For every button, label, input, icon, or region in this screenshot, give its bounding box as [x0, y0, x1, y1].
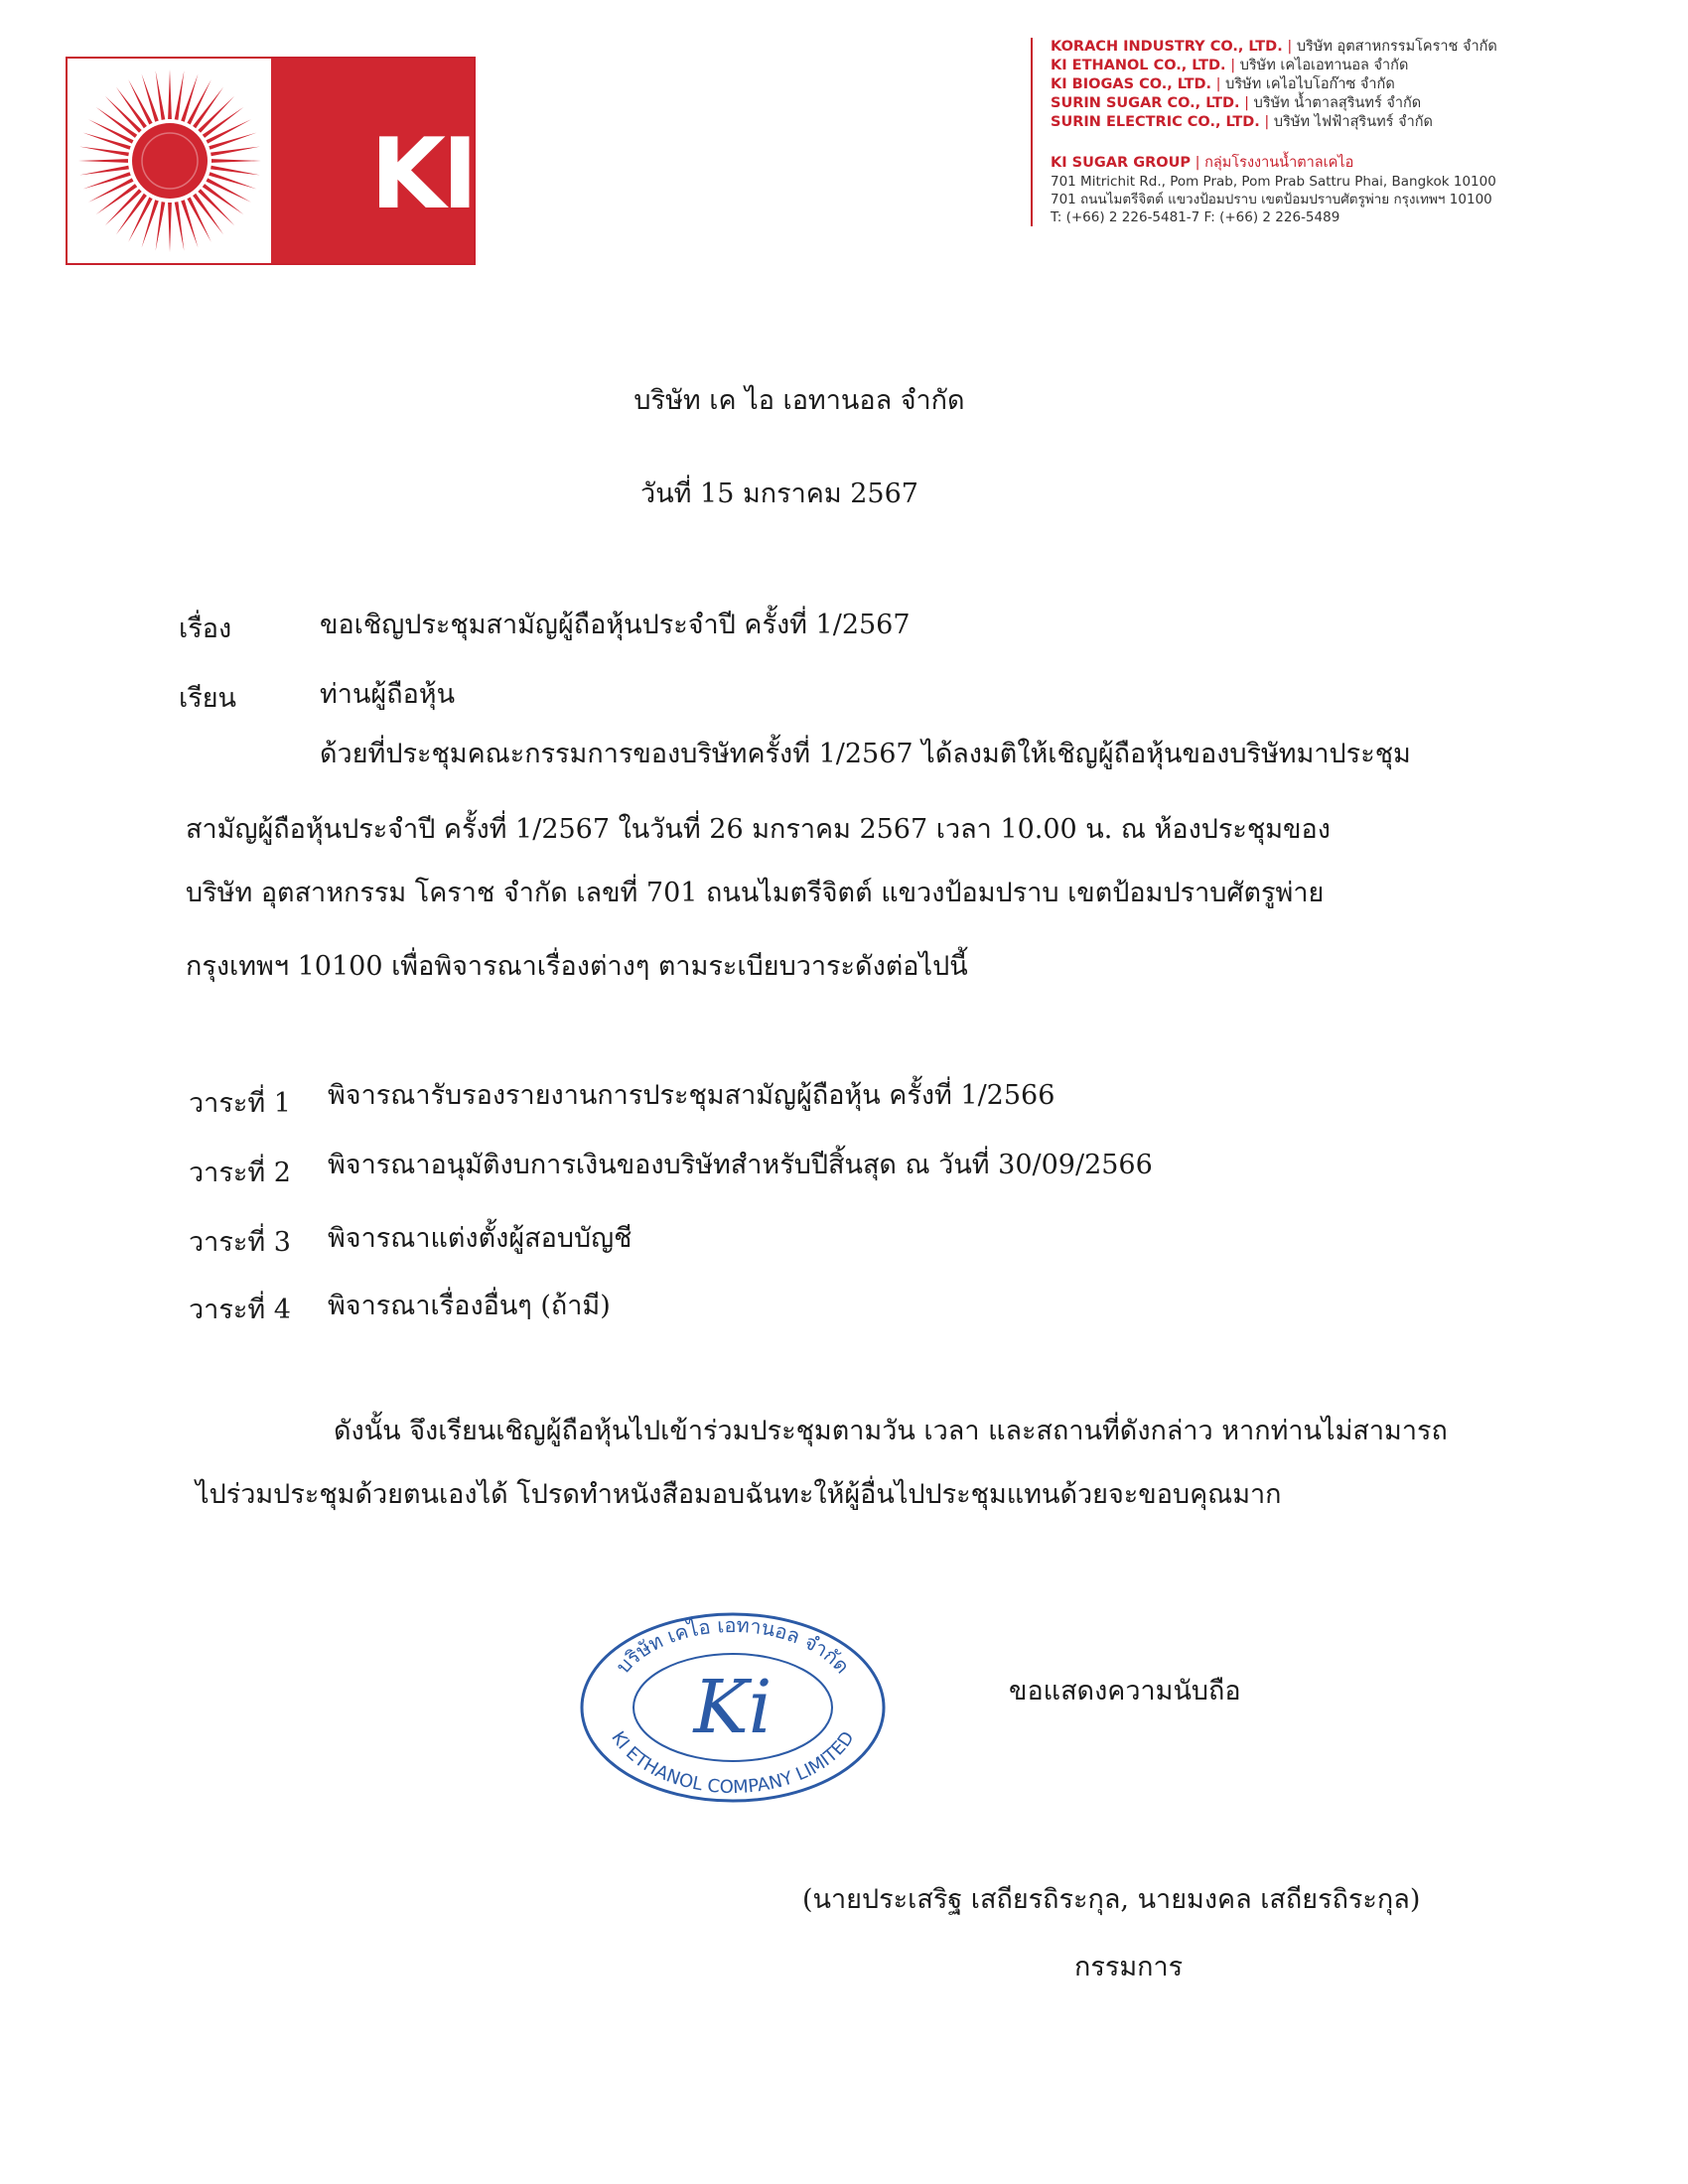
company-line: KI BIOGAS CO., LTD. | บริษัท เคไอไบโอก๊าซ จำกัด — [1051, 76, 1395, 92]
letter-date: วันที่ 15 มกราคม 2567 — [640, 478, 918, 509]
company-logo — [66, 57, 476, 300]
to-label: เรียน — [179, 683, 237, 714]
para1-line-3: บริษัท อุตสาหกรรม โคราช จำกัด เลขที่ 701 ถนนไมตรีจิตต์ แขวงป้อมปราบ เขตป้อมปราบศัตรูพ่าย — [186, 878, 1325, 908]
agenda-text-2: พิจารณาอนุมัติงบการเงินของบริษัทสำหรับปีสิ้นสุด ณ วันที่ 30/09/2566 — [328, 1150, 1153, 1180]
agenda-text-4: พิจารณาเรื่องอื่นๆ (ถ้ามี) — [328, 1291, 611, 1321]
letterhead-company-list — [1031, 38, 1686, 226]
company-line: SURIN SUGAR CO., LTD. | บริษัท น้ำตาลสุรินทร์ จำกัด — [1051, 95, 1422, 111]
agenda-label-1: วาระที่ 1 — [189, 1088, 291, 1119]
svg-text:บริษัท เคไอ เอทานอล จำกัด: บริษัท เคไอ เอทานอล จำกัด — [611, 1612, 855, 1679]
svg-text:KI ETHANOL COMPANY LIMITED: KI ETHANOL COMPANY LIMITED — [607, 1727, 859, 1799]
agenda-label-4: วาระที่ 4 — [189, 1295, 291, 1325]
para2-line-2: ไปร่วมประชุมด้วยตนเองได้ โปรดทำหนังสือมอบฉันทะให้ผู้อื่นไปประชุมแทนด้วยจะขอบคุณมาก — [196, 1479, 1282, 1510]
phone-fax: T: (+66) 2 226-5481-7 F: (+66) 2 226-5489 — [1051, 209, 1340, 225]
company-line: KORACH INDUSTRY CO., LTD. | บริษัท อุตสาหกรรมโคราช จำกัด — [1051, 39, 1497, 55]
logo-letters: KI — [370, 118, 475, 231]
company-line: KI ETHANOL CO., LTD. | บริษัท เคไอเอทานอล จำกัด — [1051, 58, 1409, 73]
svg-text:Ki: Ki — [693, 1665, 773, 1750]
signers-names: (นายประเสริฐ เสถียรถิระกุล, นายมงคล เสถียรถิระกุล) — [802, 1884, 1421, 1915]
address-th: 701 ถนนไมตรีจิตต์ แขวงป้อมปราบ เขตป้อมปราบศัตรูพ่าย กรุงเทพฯ 10100 — [1051, 192, 1492, 207]
subject-label: เรื่อง — [179, 614, 232, 644]
to-text: ท่านผู้ถือหุ้น — [320, 679, 456, 710]
address-en: 701 Mitrichit Rd., Pom Prab, Pom Prab Sattru Phai, Bangkok 10100 — [1051, 174, 1496, 190]
sun-icon — [68, 59, 271, 263]
agenda-label-2: วาระที่ 2 — [189, 1158, 291, 1188]
letter-company-title: บริษัท เค ไอ เอทานอล จำกัด — [633, 385, 965, 416]
subject-text: ขอเชิญประชุมสามัญผู้ถือหุ้นประจำปี ครั้งที่ 1/2567 — [320, 610, 911, 640]
logo-subtitle: SUGAR GROUP — [381, 264, 438, 300]
company-stamp — [574, 1608, 892, 1807]
para1-line-2: สามัญผู้ถือหุ้นประจำปี ครั้งที่ 1/2567 ในวันที่ 26 มกราคม 2567 เวลา 10.00 น. ณ ห้องประชุมของ — [186, 814, 1331, 845]
agenda-text-3: พิจารณาแต่งตั้งผู้สอบบัญชี — [328, 1223, 633, 1254]
closing-text: ขอแสดงความนับถือ — [1009, 1676, 1241, 1706]
agenda-label-3: วาระที่ 3 — [189, 1227, 291, 1258]
company-line: SURIN ELECTRIC CO., LTD. | บริษัท ไฟฟ้าสุรินทร์ จำกัด — [1051, 114, 1433, 130]
signer-position: กรรมการ — [1074, 1952, 1184, 1982]
para1-line-1: ด้วยที่ประชุมคณะกรรมการของบริษัทครั้งที่ 1/2567 ได้ลงมติให้เชิญผู้ถือหุ้นของบริษัทมาประชุม — [320, 739, 1411, 769]
para1-line-4: กรุงเทพฯ 10100 เพื่อพิจารณาเรื่องต่างๆ ตามระเบียบวาระดังต่อไปนี้ — [186, 951, 968, 982]
para2-line-1: ดังนั้น จึงเรียนเชิญผู้ถือหุ้นไปเข้าร่วมประชุมตามวัน เวลา และสถานที่ดังกล่าว หากท่านไม่สามารถ — [334, 1416, 1448, 1446]
group-title: KI SUGAR GROUP | กลุ่มโรงงานน้ำตาลเคไอ — [1051, 155, 1354, 171]
agenda-text-1: พิจารณารับรองรายงานการประชุมสามัญผู้ถือหุ้น ครั้งที่ 1/2566 — [328, 1080, 1055, 1111]
